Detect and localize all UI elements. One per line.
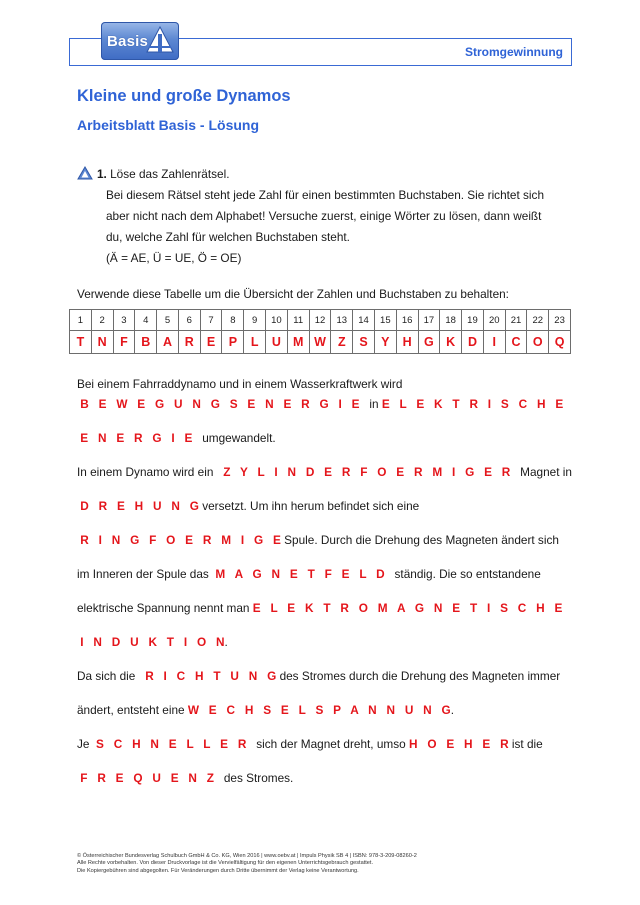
letter-number-table xyxy=(69,309,571,354)
text-line xyxy=(77,635,228,649)
number-cell: 8 xyxy=(222,310,244,331)
letter-cell: H xyxy=(396,331,418,354)
number-cell: 20 xyxy=(483,310,505,331)
answer-word: Z Y L I N D E R F O E R M I G E R xyxy=(216,465,517,479)
text-segment: sich der Magnet dreht, umso xyxy=(252,737,409,751)
answer-word: I N D U K T I O N xyxy=(77,635,225,649)
level-triangle-icon xyxy=(145,25,175,55)
answer-word: S C H N E L L E R xyxy=(92,737,253,751)
letter-cell: M xyxy=(287,331,309,354)
letter-cell: O xyxy=(527,331,549,354)
answer-word: D R E H U N G xyxy=(77,499,203,513)
text-segment: . xyxy=(224,635,228,649)
difficulty-triangle-icon xyxy=(77,166,93,180)
text-segment: In einem Dynamo wird ein xyxy=(77,465,217,479)
number-cell: 1 xyxy=(70,310,92,331)
text-line xyxy=(77,499,419,513)
text-line xyxy=(77,601,562,615)
letter-cell: U xyxy=(266,331,288,354)
number-cell: 11 xyxy=(287,310,309,331)
answer-word: W E C H S E L S P A N N U N G xyxy=(187,703,451,717)
answer-word: F R E Q U E N Z xyxy=(77,771,221,785)
number-cell: 16 xyxy=(396,310,418,331)
text-line xyxy=(77,377,402,391)
letter-cell: R xyxy=(178,331,200,354)
letter-cell: L xyxy=(244,331,266,354)
logo-text: Basis xyxy=(107,33,149,50)
text-line xyxy=(77,465,572,479)
copyright-footer xyxy=(77,853,417,875)
task-body xyxy=(106,185,566,269)
text-line xyxy=(77,567,541,581)
answer-word: E L E K T R I S C H E xyxy=(381,397,564,411)
task-body-line: (Ä = AE, Ü = UE, Ö = OE) xyxy=(106,251,242,265)
text-segment: Bei einem Fahrraddynamo und in einem Wasserkraftwerk wird xyxy=(77,377,403,391)
number-cell: 23 xyxy=(549,310,571,331)
letter-cell: A xyxy=(157,331,179,354)
number-row xyxy=(70,310,571,331)
number-cell: 14 xyxy=(353,310,375,331)
letter-cell: N xyxy=(91,331,113,354)
answer-word: E N E R G I E xyxy=(77,431,199,445)
letter-cell: I xyxy=(483,331,505,354)
number-cell: 10 xyxy=(266,310,288,331)
letter-cell: Z xyxy=(331,331,353,354)
text-segment: umgewandelt. xyxy=(198,431,276,445)
answer-word: R I C H T U N G xyxy=(138,669,280,683)
text-segment: Magnet in xyxy=(516,465,572,479)
text-segment: des Stromes durch die Drehung des Magneten immer xyxy=(279,669,561,683)
number-cell: 5 xyxy=(157,310,179,331)
text-line xyxy=(77,431,276,445)
text-line xyxy=(77,703,454,717)
number-cell: 19 xyxy=(462,310,484,331)
number-cell: 13 xyxy=(331,310,353,331)
task-body-line: du, welche Zahl für welchen Buchstaben steht. xyxy=(106,230,350,244)
number-cell: 17 xyxy=(418,310,440,331)
letter-cell: F xyxy=(113,331,135,354)
number-cell: 6 xyxy=(178,310,200,331)
answer-word: B E W E G U N G S E N E R G I E xyxy=(77,397,367,411)
letter-cell: T xyxy=(70,331,92,354)
page-title: Kleine und große Dynamos xyxy=(77,87,291,105)
text-segment: Da sich die xyxy=(77,669,139,683)
number-cell: 22 xyxy=(527,310,549,331)
number-cell: 4 xyxy=(135,310,157,331)
letter-row xyxy=(70,331,571,354)
letter-cell: B xyxy=(135,331,157,354)
text-segment: versetzt. Um ihn herum befindet sich eine xyxy=(202,499,420,513)
number-cell: 12 xyxy=(309,310,331,331)
task-number: 1. xyxy=(97,167,107,181)
letter-cell: P xyxy=(222,331,244,354)
topic-label: Stromgewinnung xyxy=(465,45,563,59)
number-cell: 2 xyxy=(91,310,113,331)
task-body-line: Bei diesem Rätsel steht jede Zahl für einen bestimmten Buchstaben. Sie richtet sich xyxy=(106,188,545,202)
text-segment: ständig. Die so entstandene xyxy=(391,567,541,581)
number-cell: 18 xyxy=(440,310,462,331)
text-segment: Je xyxy=(77,737,93,751)
answer-word: M A G N E T F E L D xyxy=(212,567,392,581)
text-segment: elektrische Spannung nennt man xyxy=(77,601,253,615)
number-cell: 3 xyxy=(113,310,135,331)
letter-cell: S xyxy=(353,331,375,354)
letter-cell: D xyxy=(462,331,484,354)
number-cell: 15 xyxy=(374,310,396,331)
answer-word: R I N G F O E R M I G E xyxy=(77,533,285,547)
footer-line: Alle Rechte vorbehalten. Von dieser Druckvorlage ist die Vervielfältigung für den eigenen Unterrichtsgebrauch gestattet. xyxy=(77,860,374,867)
text-segment: in xyxy=(366,397,382,411)
table-intro: Verwende diese Tabelle um die Übersicht der Zahlen und Buchstaben zu behalten: xyxy=(77,287,509,301)
letter-cell: C xyxy=(505,331,527,354)
letter-cell: K xyxy=(440,331,462,354)
letter-cell: Y xyxy=(374,331,396,354)
answer-word: E L E K T R O M A G N E T I S C H E xyxy=(252,601,563,615)
text-segment: des Stromes. xyxy=(220,771,294,785)
footer-line: © Österreichischer Bundesverlag Schulbuch GmbH & Co. KG, Wien 2016 | www.oebv.at | Impuls Physik SB 4 | ISBN: 978-3-209-08260-2 xyxy=(77,853,417,859)
basis-logo xyxy=(101,22,179,60)
letter-cell: G xyxy=(418,331,440,354)
number-cell: 9 xyxy=(244,310,266,331)
task-body-line: aber nicht nach dem Alphabet! Versuche zuerst, einige Wörter zu lösen, dann weißt xyxy=(106,209,542,223)
text-line xyxy=(77,737,543,751)
number-cell: 7 xyxy=(200,310,222,331)
text-line xyxy=(77,771,293,785)
task-instruction: Löse das Zahlenrätsel. xyxy=(110,167,230,181)
letter-cell: E xyxy=(200,331,222,354)
answer-word: H O E H E R xyxy=(408,737,512,751)
text-line xyxy=(77,397,563,411)
letter-cell: Q xyxy=(549,331,571,354)
number-cell: 21 xyxy=(505,310,527,331)
text-segment: Spule. Durch die Drehung des Magneten ändert sich xyxy=(284,533,559,547)
letter-cell: W xyxy=(309,331,331,354)
text-segment: ist die xyxy=(511,737,543,751)
text-segment: . xyxy=(450,703,454,717)
page-subtitle: Arbeitsblatt Basis - Lösung xyxy=(77,117,260,133)
text-segment: im Inneren der Spule das xyxy=(77,567,213,581)
text-segment: ändert, entsteht eine xyxy=(77,703,188,717)
footer-line: Die Kopiergebühren sind abgegolten. Für Veränderungen durch Dritte übernimmt der Verlag keine Verantwortung. xyxy=(77,867,359,874)
text-line xyxy=(77,533,559,547)
text-line xyxy=(77,669,560,683)
